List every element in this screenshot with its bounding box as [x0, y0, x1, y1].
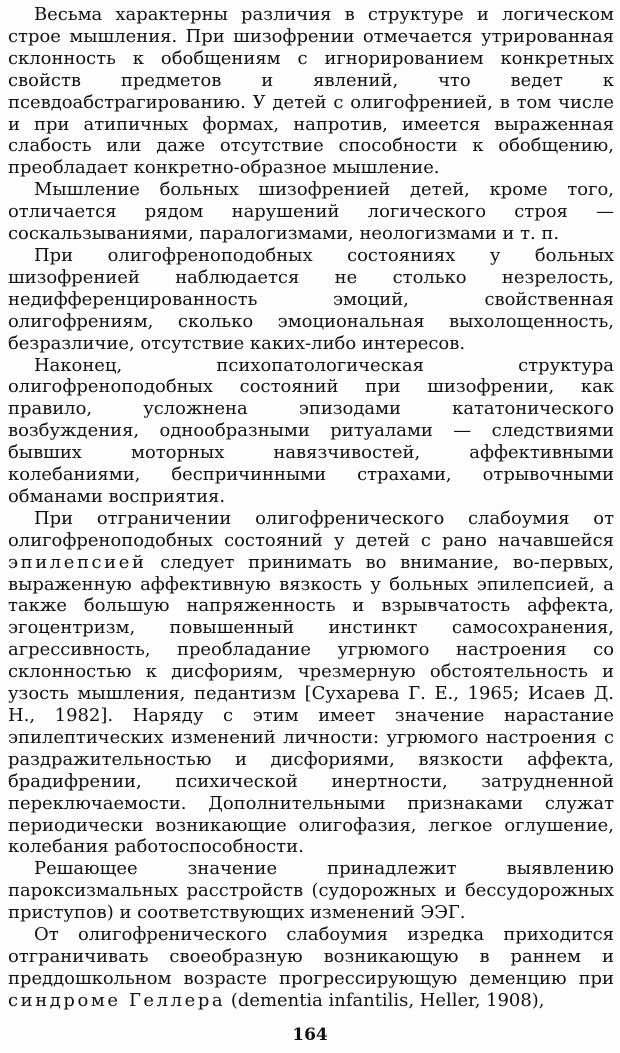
- epilepsy-text-before: При отграничении олигофренического слабоумия от олигофреноподобных состояний у детей с рано начавшейся: [8, 507, 614, 551]
- epilepsy-text-after: следует принимать во внимание, во-первых, выраженную аффективную вязкость у больных эпилепсией, а также большую напряженность и взрывчатость аффекта, эгоцентризм, повышенный инстинкт самосохранения, агрессивность, преобладание угрюмого настроения со склонностью к дисфориям, чрезмерную обстоятельность и узость мышления, педантизм [Сухарева Г. Е., 1965; Исаев Д. Н., 1982]. Наряду с этим имеет значение нарастание эпилептических изменений личности: угрюмого настроения с раздражительностью и дисфориями, вязкости аффекта, брадифрении, психической инертности, затрудненной переключаемости. Дополнительными признаками служат периодически возникающие олигофазия, легкое оглушение, колебания работоспособности.: [8, 551, 614, 858]
- body-text: [8, 4, 614, 1012]
- page-number: 164: [292, 1025, 328, 1045]
- paragraph-epilepsy: [8, 508, 614, 859]
- heller-text-before: От олигофренического слабоумия изредка приходится отграничивать своеобразную возникающую в раннем и преддошкольном возрасте прогрессирующую деменцию при: [8, 924, 614, 989]
- paragraph-paroxysmal: Решающее значение принадлежит выявлению пароксизмальных расстройств (судорожных и бессудорожных приступов) и соответствующих изменений ЭЭГ.: [8, 858, 614, 924]
- paragraph-thinking-structure: Весьма характерны различия в структуре и логическом строе мышления. При шизофрении отмечается утрированная склонность к обобщениям с игнорированием конкретных свойств предметов и явлений, что ведет к псевдоабстрагированию. У детей с олигофренией, в том числе и при атипичных формах, напротив, имеется выраженная слабость или даже отсутствие способности к обобщению, преобладает конкретно-образное мышление.: [8, 4, 614, 179]
- epilepsy-term: эпилепсией: [8, 551, 147, 573]
- paragraph-psychopathology: Наконец, психопатологическая структура олигофреноподобных состояний при шизофрении, как правило, усложнена эпизодами кататонического возбуждения, однообразными ритуалами — следствиями бывших моторных навязчивостей, аффективными колебаниями, беспричинными страхами, отрывочными обманами восприятия.: [8, 354, 614, 507]
- heller-text-after: (dementia infantilis, Heller, 1908),: [225, 989, 545, 1011]
- heller-term: синдроме Геллера: [8, 989, 226, 1011]
- paragraph-heller: [8, 924, 614, 1012]
- paragraph-emotions: При олигофреноподобных состояниях у больных шизофренией наблюдается не столько незрелость, недифференцированность эмоций, свойственная олигофрениям, сколько эмоциональная выхолощенность, безразличие, отсутствие каких-либо интересов.: [8, 244, 614, 354]
- paragraph-schizophrenia-logic: Мышление больных шизофренией детей, кроме того, отличается рядом нарушений логического строя — соскальзываниями, паралогизмами, неологизмами и т. п.: [8, 179, 614, 245]
